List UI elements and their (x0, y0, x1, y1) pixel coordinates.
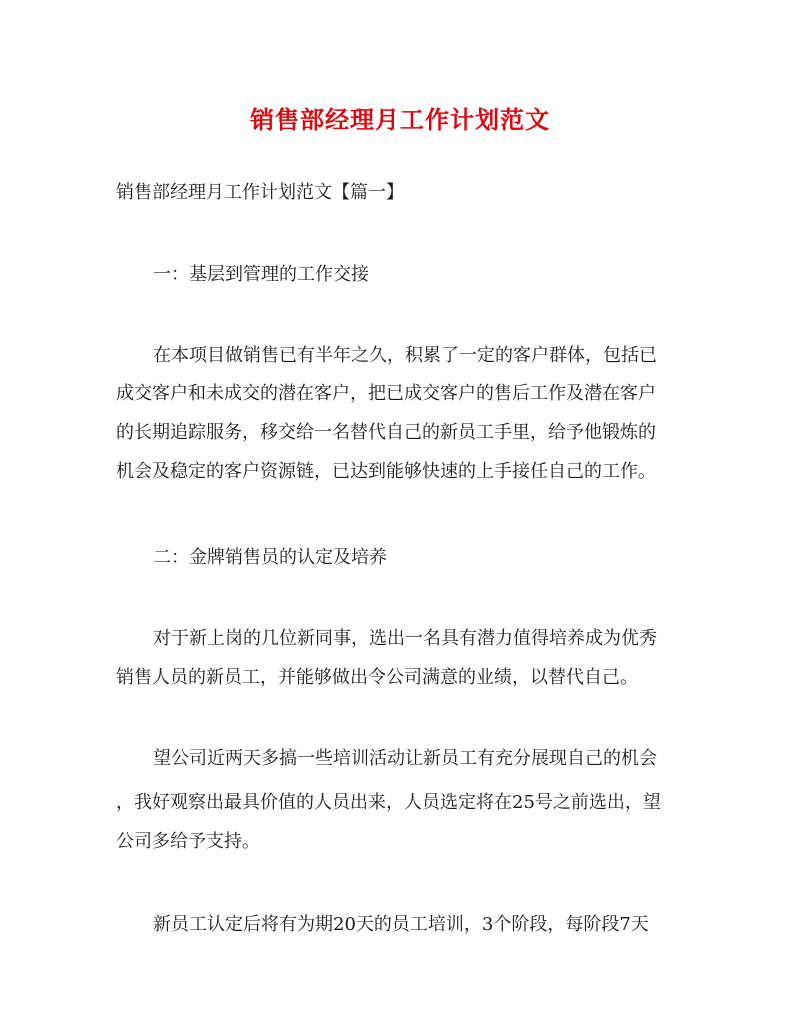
paragraph-line: 在本项目做销售已有半年之久，积累了一定的客户群体，包括已 (153, 345, 657, 366)
paragraph-line: 望公司近两天多搞一些培训活动让新员工有充分展现自己的机会 (153, 748, 657, 769)
paragraph-line: 公司多给予支持。 (116, 831, 260, 852)
paragraph-line: 对于新上岗的几位新同事，选出一名具有潜力值得培养成为优秀 (153, 628, 657, 649)
paragraph-line: 机会及稳定的客户资源链，已达到能够快速的上手接任自己的工作。 (116, 461, 656, 482)
document-subtitle: 销售部经理月工作计划范文【篇一】 (116, 182, 404, 203)
paragraph-line: 销售人员的新员工，并能够做出令公司满意的业绩，以替代自己。 (116, 667, 638, 688)
paragraph-line: 成交客户和未成交的潜在客户，把已成交客户的售后工作及潜在客户 (116, 383, 656, 404)
paragraph-line: 新员工认定后将有为期20天的员工培训，3个阶段，每阶段7天 (153, 914, 649, 935)
paragraph-line: 的长期追踪服务，移交给一名替代自己的新员工手里，给予他锻炼的 (116, 422, 656, 443)
document-title: 销售部经理月工作计划范文 (250, 105, 550, 134)
paragraph-line: ，我好观察出最具价值的人员出来，人员选定将在25号之前选出，望 (116, 792, 661, 813)
section-heading-1: 一：基层到管理的工作交接 (153, 264, 369, 285)
section-heading-2: 二：金牌销售员的认定及培养 (153, 547, 387, 568)
